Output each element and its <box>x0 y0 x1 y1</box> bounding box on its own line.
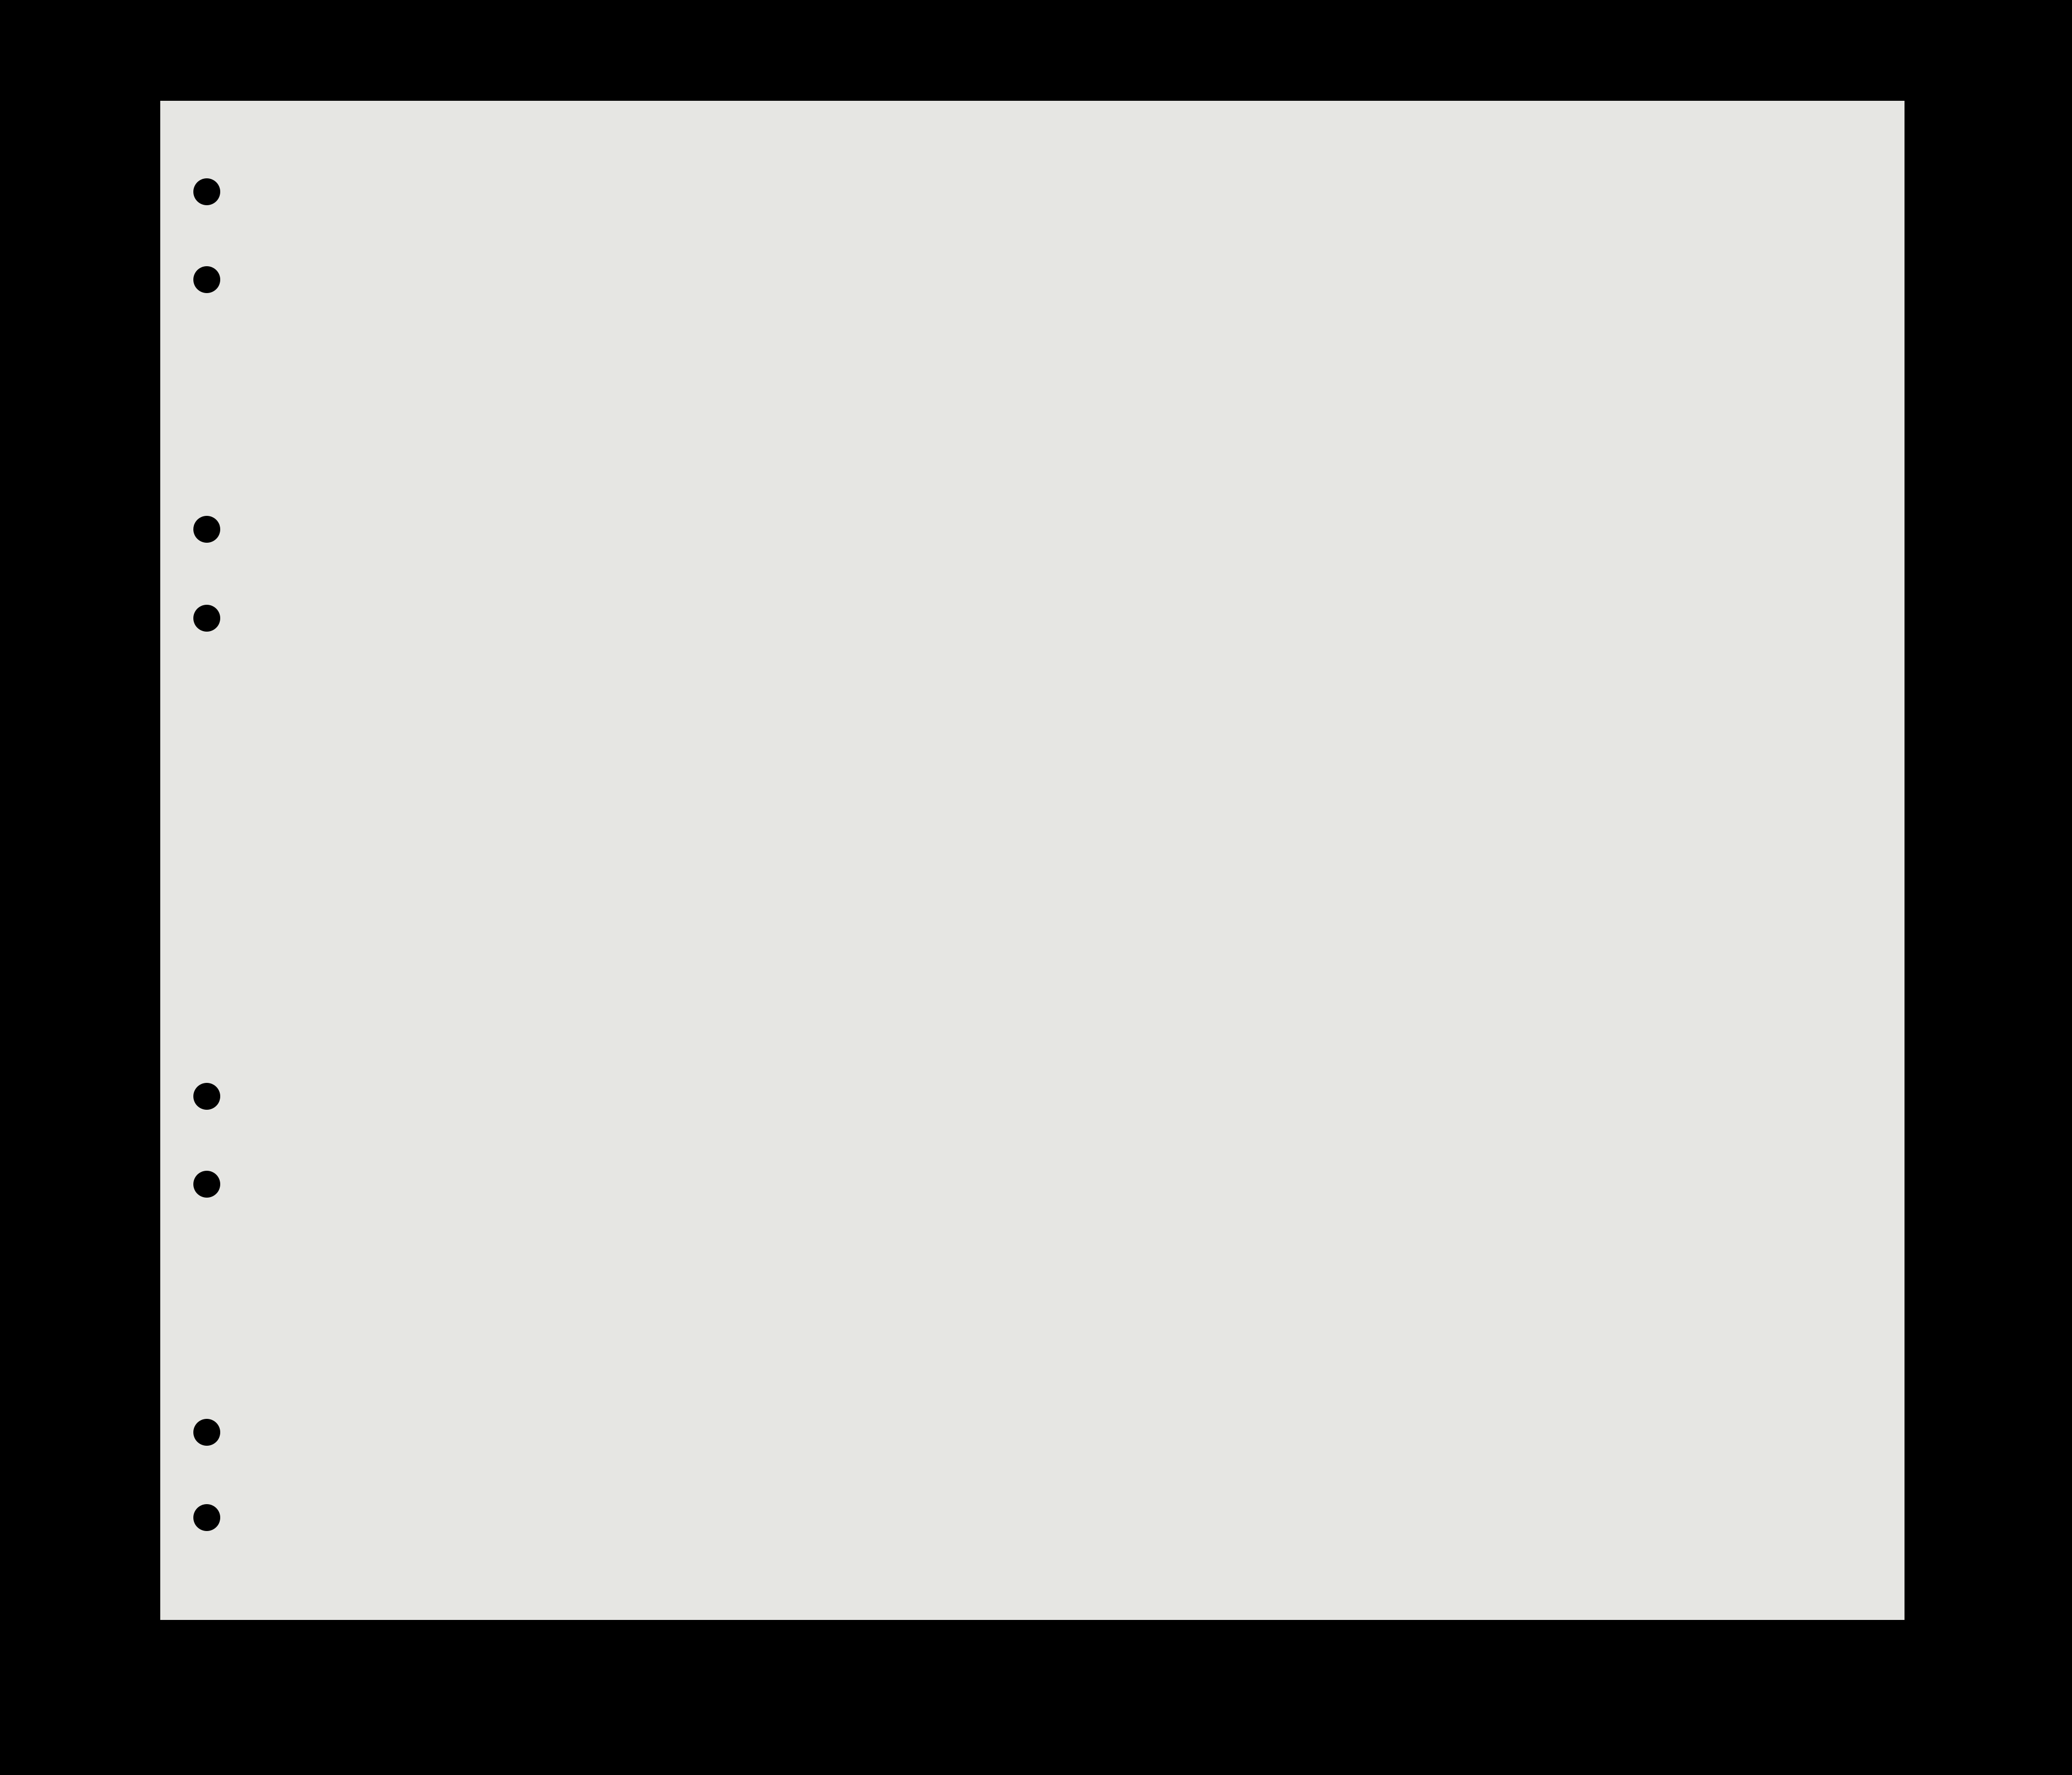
binder-hole <box>193 1419 220 1446</box>
binder-hole <box>193 516 220 543</box>
binder-hole <box>193 266 220 293</box>
binder-hole <box>193 605 220 632</box>
manifest-sheet <box>160 101 1905 1620</box>
binder-hole <box>193 178 220 205</box>
binder-hole <box>193 1171 220 1198</box>
table-grid <box>160 101 1905 1620</box>
binder-hole <box>193 1504 220 1531</box>
binder-hole <box>193 1083 220 1110</box>
